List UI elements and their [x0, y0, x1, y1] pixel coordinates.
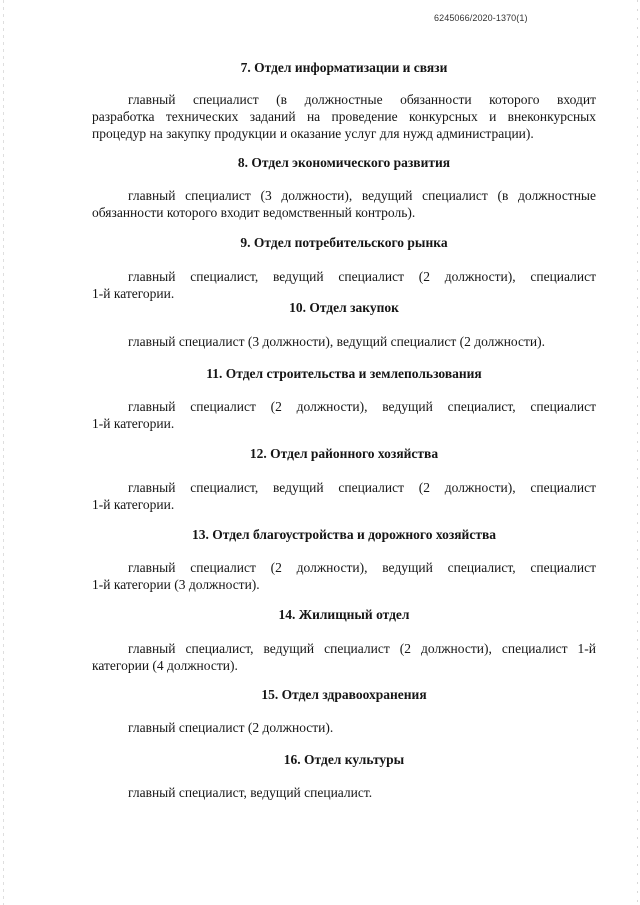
section-title-15: 15. Отдел здравоохранения — [261, 687, 427, 702]
text-line: 1-й категории. — [92, 416, 175, 431]
scan-edge-left — [3, 0, 4, 905]
text-line: категории (4 должности). — [92, 658, 238, 673]
section-text-7 — [92, 91, 596, 142]
section-title-9: 9. Отдел потребительского рынка — [240, 235, 448, 250]
text-line: разработка технических заданий на проведение конкурсных и внеконкурсных — [92, 109, 596, 124]
text-line: главный специалист (в должностные обязанности которого входит — [128, 92, 596, 107]
section-text-9 — [92, 268, 596, 302]
text-line: главный специалист, ведущий специалист. — [128, 785, 373, 800]
scan-edge-right — [637, 0, 638, 905]
section-text-13 — [92, 559, 596, 593]
section-title-12: 12. Отдел районного хозяйства — [249, 446, 439, 461]
text-line: 1-й категории. — [92, 286, 175, 301]
section-title-16: 16. Отдел культуры — [283, 752, 405, 767]
section-title-10: 10. Отдел закупок — [289, 300, 399, 315]
section-text-8 — [92, 187, 596, 221]
text-line: главный специалист, ведущий специалист (2 должности), специалист — [128, 269, 596, 284]
text-line: обязанности которого входит ведомственный контроль). — [92, 205, 416, 220]
text-line: процедур на закупку продукции и оказание услуг для нужд администрации). — [92, 126, 534, 141]
section-text-11 — [92, 398, 596, 432]
section-title-8: 8. Отдел экономического развития — [237, 155, 451, 170]
section-title-7: 7. Отдел информатизации и связи — [240, 60, 448, 75]
section-text-15 — [92, 719, 596, 736]
text-line: главный специалист (2 должности), ведущий специалист, специалист — [128, 399, 596, 414]
section-title-13: 13. Отдел благоустройства и дорожного хозяйства — [192, 527, 496, 542]
text-line: главный специалист (3 должности), ведущий специалист (в должностные — [128, 188, 596, 203]
section-text-10 — [92, 333, 596, 350]
text-line: 1-й категории (3 должности). — [92, 577, 260, 592]
text-line: главный специалист, ведущий специалист (2 должности), специалист 1-й — [128, 641, 596, 656]
text-line: главный специалист (2 должности), ведущий специалист, специалист — [128, 560, 596, 575]
text-line: главный специалист (3 должности), ведущий специалист (2 должности). — [128, 334, 546, 349]
section-title-11: 11. Отдел строительства и землепользования — [206, 366, 482, 381]
section-text-12 — [92, 479, 596, 513]
text-line: главный специалист (2 должности). — [128, 720, 334, 735]
section-title-14: 14. Жилищный отдел — [278, 607, 410, 622]
text-line: 1-й категории. — [92, 497, 175, 512]
section-text-16 — [92, 784, 596, 801]
text-line: главный специалист, ведущий специалист (2 должности), специалист — [128, 480, 596, 495]
section-text-14 — [92, 640, 596, 674]
document-id: 6245066/2020-1370(1) — [434, 13, 528, 23]
